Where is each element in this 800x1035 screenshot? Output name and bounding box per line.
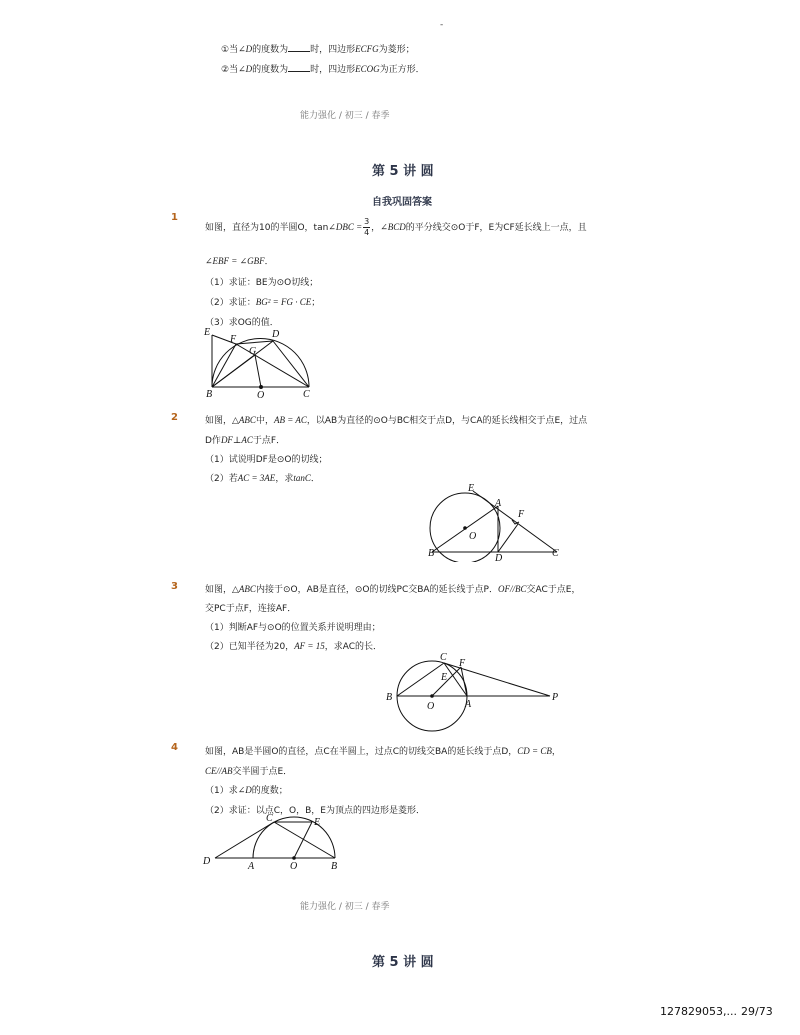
question-2-line-2: D作DF⊥AC于点F． xyxy=(205,435,286,446)
prev-question-2: ②当∠D的度数为 时，四边形ECOG为正方形． xyxy=(221,64,425,75)
question-number: 3 xyxy=(171,581,178,592)
label-D: D xyxy=(272,329,280,340)
question-2-line-1: 如图，△ABC中，AB = AC，以AB为直径的⊙O与BC相交于点D，与CA的延长线相交于点E，过点 xyxy=(205,415,588,426)
question-1-sub-2: （2）求证：BG² = FG · CE； xyxy=(205,297,321,308)
answer-blank xyxy=(288,42,310,52)
question-1-line-2: ∠EBF = ∠GBF． xyxy=(205,256,274,267)
label-A: A xyxy=(495,498,502,509)
label-C: C xyxy=(440,652,447,663)
label-B: B xyxy=(206,389,213,400)
fraction: $\frac{3}{4}$ xyxy=(364,217,370,237)
label-D: D xyxy=(203,856,211,867)
label-B: B xyxy=(386,692,393,703)
question-3-sub-1: （1）判断AF与⊙O的位置关系并说明理由； xyxy=(205,623,381,633)
label-B: B xyxy=(428,548,435,559)
label-E: E xyxy=(468,483,475,494)
label-F: F xyxy=(518,509,525,520)
page-top-mark: - xyxy=(440,20,444,30)
question-4-sub-2: （2）求证：以点C，O，B，E为顶点的四边形是菱形． xyxy=(205,806,425,816)
question-2-sub-1: （1）试说明DF是⊙O的切线； xyxy=(205,455,328,465)
label-C: C xyxy=(303,389,310,400)
lecture-title: 第 5 讲 圆 xyxy=(372,955,434,970)
question-3-sub-2: （2）已知半径为20，AF = 15，求AC的长． xyxy=(205,641,383,652)
label-A: A xyxy=(465,699,472,710)
label-O: O xyxy=(290,861,298,872)
page-footer: 能力强化 / 初三 / 春季 xyxy=(300,902,390,912)
question-number: 4 xyxy=(171,742,178,753)
label-G: G xyxy=(249,346,257,357)
question-2-sub-2: （2）若AC = 3AE，求tanC． xyxy=(205,473,320,484)
page-number: 29/73 xyxy=(741,1005,773,1018)
figure-4-semicircle xyxy=(200,812,345,872)
label-E: E xyxy=(441,672,448,683)
label-E: E xyxy=(204,327,211,338)
question-4-line-1: 如图，AB是半圆O的直径，点C在半圆上，过点C的切线交BA的延长线于点D，CD = CB， xyxy=(205,746,561,757)
question-3-line-1: 如图，△ABC内接于⊙O，AB是直径，⊙O的切线PC交BA的延长线于点P．OF//BC交AC于点E， xyxy=(205,584,581,595)
document-id: 127829053,... xyxy=(660,1005,737,1018)
label-C: C xyxy=(552,548,559,559)
label-O: O xyxy=(257,390,265,400)
semicircle-arc xyxy=(212,339,309,388)
question-number: 2 xyxy=(171,412,178,423)
figure-3-circle xyxy=(385,652,565,734)
question-1-line-1: 如图，直径为10的半圆O，tan∠DBC = $\frac{3}{4}$ ，∠BCD的平分线交⊙O于F，E为CF延长线上一点，且 xyxy=(205,217,587,237)
label-O: O xyxy=(469,531,477,542)
center-point xyxy=(463,526,467,530)
prev-question-1: ①当∠D的度数为 时，四边形ECFG为菱形； xyxy=(221,44,415,55)
page-footer: 能力强化 / 初三 / 春季 xyxy=(300,111,390,121)
center-point xyxy=(259,385,263,389)
question-1-sub-3: （3）求OG的值． xyxy=(205,318,279,328)
label-F: F xyxy=(230,334,237,345)
label-E: E xyxy=(314,817,321,828)
question-4-sub-1: （1）求∠D的度数； xyxy=(205,785,288,796)
label-P: P xyxy=(552,692,559,703)
figure-1-semicircle xyxy=(200,325,320,400)
label-C: C xyxy=(266,813,273,824)
question-number: 1 xyxy=(171,212,178,223)
question-4-line-2: CE//AB交半圆于点E． xyxy=(205,766,293,777)
question-3-line-2: 交PC于点F，连接AF． xyxy=(205,604,297,614)
label-F: F xyxy=(459,658,466,669)
label-A: A xyxy=(248,861,255,872)
label-O: O xyxy=(427,701,435,712)
answer-blank xyxy=(288,62,310,72)
figure-2-circle xyxy=(420,480,570,562)
label-B: B xyxy=(331,861,338,872)
question-1-sub-1: （1）求证：BE为⊙O切线； xyxy=(205,278,319,288)
center-point xyxy=(430,694,434,698)
label-D: D xyxy=(495,553,503,562)
lecture-title: 第 5 讲 圆 xyxy=(372,164,434,179)
section-title: 自我巩固答案 xyxy=(372,197,432,208)
center-point xyxy=(292,856,296,860)
